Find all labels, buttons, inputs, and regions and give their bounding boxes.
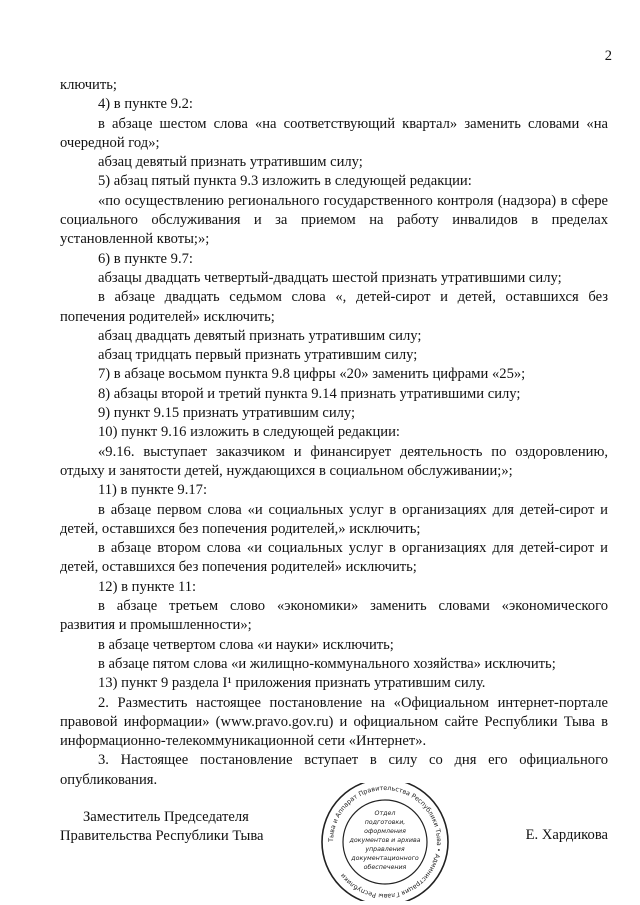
paragraph: 6) в пункте 9.7: <box>98 250 193 267</box>
paragraph: абзацы двадцать четвертый-двадцать шестой признать утратившими силу; <box>98 269 562 286</box>
paragraph: 8) абзацы второй и третий пункта 9.14 признать утратившими силу; <box>98 385 521 402</box>
signature-block <box>60 783 608 901</box>
stamp-center-line: подготовки, <box>364 819 406 826</box>
paragraph: в абзаце третьем слово «экономики» заменить словами «экономического развития и промышленности»; <box>60 598 608 634</box>
paragraph: в абзаце шестом слова «на соответствующий квартал» заменить словами «на очередной год»; <box>60 115 608 151</box>
signatory-title-line: Правительства Республики Тыва <box>60 828 264 845</box>
signatory-title-line: Заместитель Председателя <box>83 809 249 825</box>
stamp-center-line: управления <box>365 846 405 853</box>
paragraph: 7) в абзаце восьмом пункта 9.8 цифры «20» заменить цифрами «25»; <box>98 366 526 383</box>
paragraph: 3. Настоящее постановление вступает в силу со дня его официального опубликования. <box>60 752 608 788</box>
paragraph: «9.16. выступает заказчиком и финансирует деятельность по оздоровлению, отдыху и занятости детей, нуждающихся в социальном обслуживании;»; <box>60 443 608 479</box>
document-body <box>60 76 608 790</box>
paragraph: 12) в пункте 11: <box>98 578 197 595</box>
paragraph: абзац тридцать первый признать утратившим силу; <box>98 347 418 364</box>
paragraph: «по осуществлению регионального государственного контроля (надзора) в сфере социального обслуживания и за приемом на работу инвалидов в пределах установленной квоты;»; <box>60 192 608 248</box>
paragraph: 11) в пункте 9.17: <box>98 482 208 499</box>
paragraph: абзац девятый признать утратившим силу; <box>98 154 363 171</box>
paragraph: в абзаце втором слова «и социальных услуг в организациях для детей-сирот и детей, оставшихся без попечения родителей» исключить; <box>60 540 608 576</box>
paragraph: в абзаце четвертом слова «и науки» исключить; <box>98 636 394 653</box>
signatory-name: Е. Хардикова <box>525 827 608 843</box>
paragraph: 9) пункт 9.15 признать утратившим силу; <box>98 405 356 422</box>
stamp-center-line: оформления <box>364 828 406 835</box>
paragraph: в абзаце двадцать седьмом слова «, детей-сирот и детей, оставшихся без попечения родителей» исключить; <box>60 289 608 325</box>
paragraph: абзац двадцать девятый признать утратившим силу; <box>98 327 422 344</box>
page-number: 2 <box>604 48 612 64</box>
paragraph: 10) пункт 9.16 изложить в следующей редакции: <box>98 424 400 441</box>
stamp-ring-text: Тыва и Аппарат Правительства Республики Тыва • Администрация Главы Республики <box>326 783 444 901</box>
official-stamp <box>318 783 452 901</box>
paragraph: 2. Разместить настоящее постановление на «Официальном интернет-портале правовой информации» (www.pravo.gov.ru) и официальном сайте Республики Тыва в информационно-телекоммуникационной сети «Интернет». <box>60 694 608 750</box>
paragraph: в абзаце пятом слова «и жилищно-коммунального хозяйства» исключить; <box>98 655 556 672</box>
paragraph: 4) в пункте 9.2: <box>98 96 193 113</box>
stamp-center-line: Отдел <box>374 810 396 817</box>
stamp-center-line: обеспечения <box>363 864 407 871</box>
stamp-center-line: документов и архива <box>349 837 421 844</box>
paragraph: 5) абзац пятый пункта 9.3 изложить в следующей редакции: <box>98 173 472 190</box>
paragraph: в абзаце первом слова «и социальных услуг в организациях для детей-сирот и детей, оставшихся без попечения родителей,» исключить; <box>60 501 608 537</box>
paragraph: ключить; <box>60 77 117 93</box>
signatory-title <box>60 808 264 847</box>
paragraph: 13) пункт 9 раздела I¹ приложения признать утратившим силу. <box>98 675 486 692</box>
stamp-center-line: документационного <box>351 855 419 862</box>
